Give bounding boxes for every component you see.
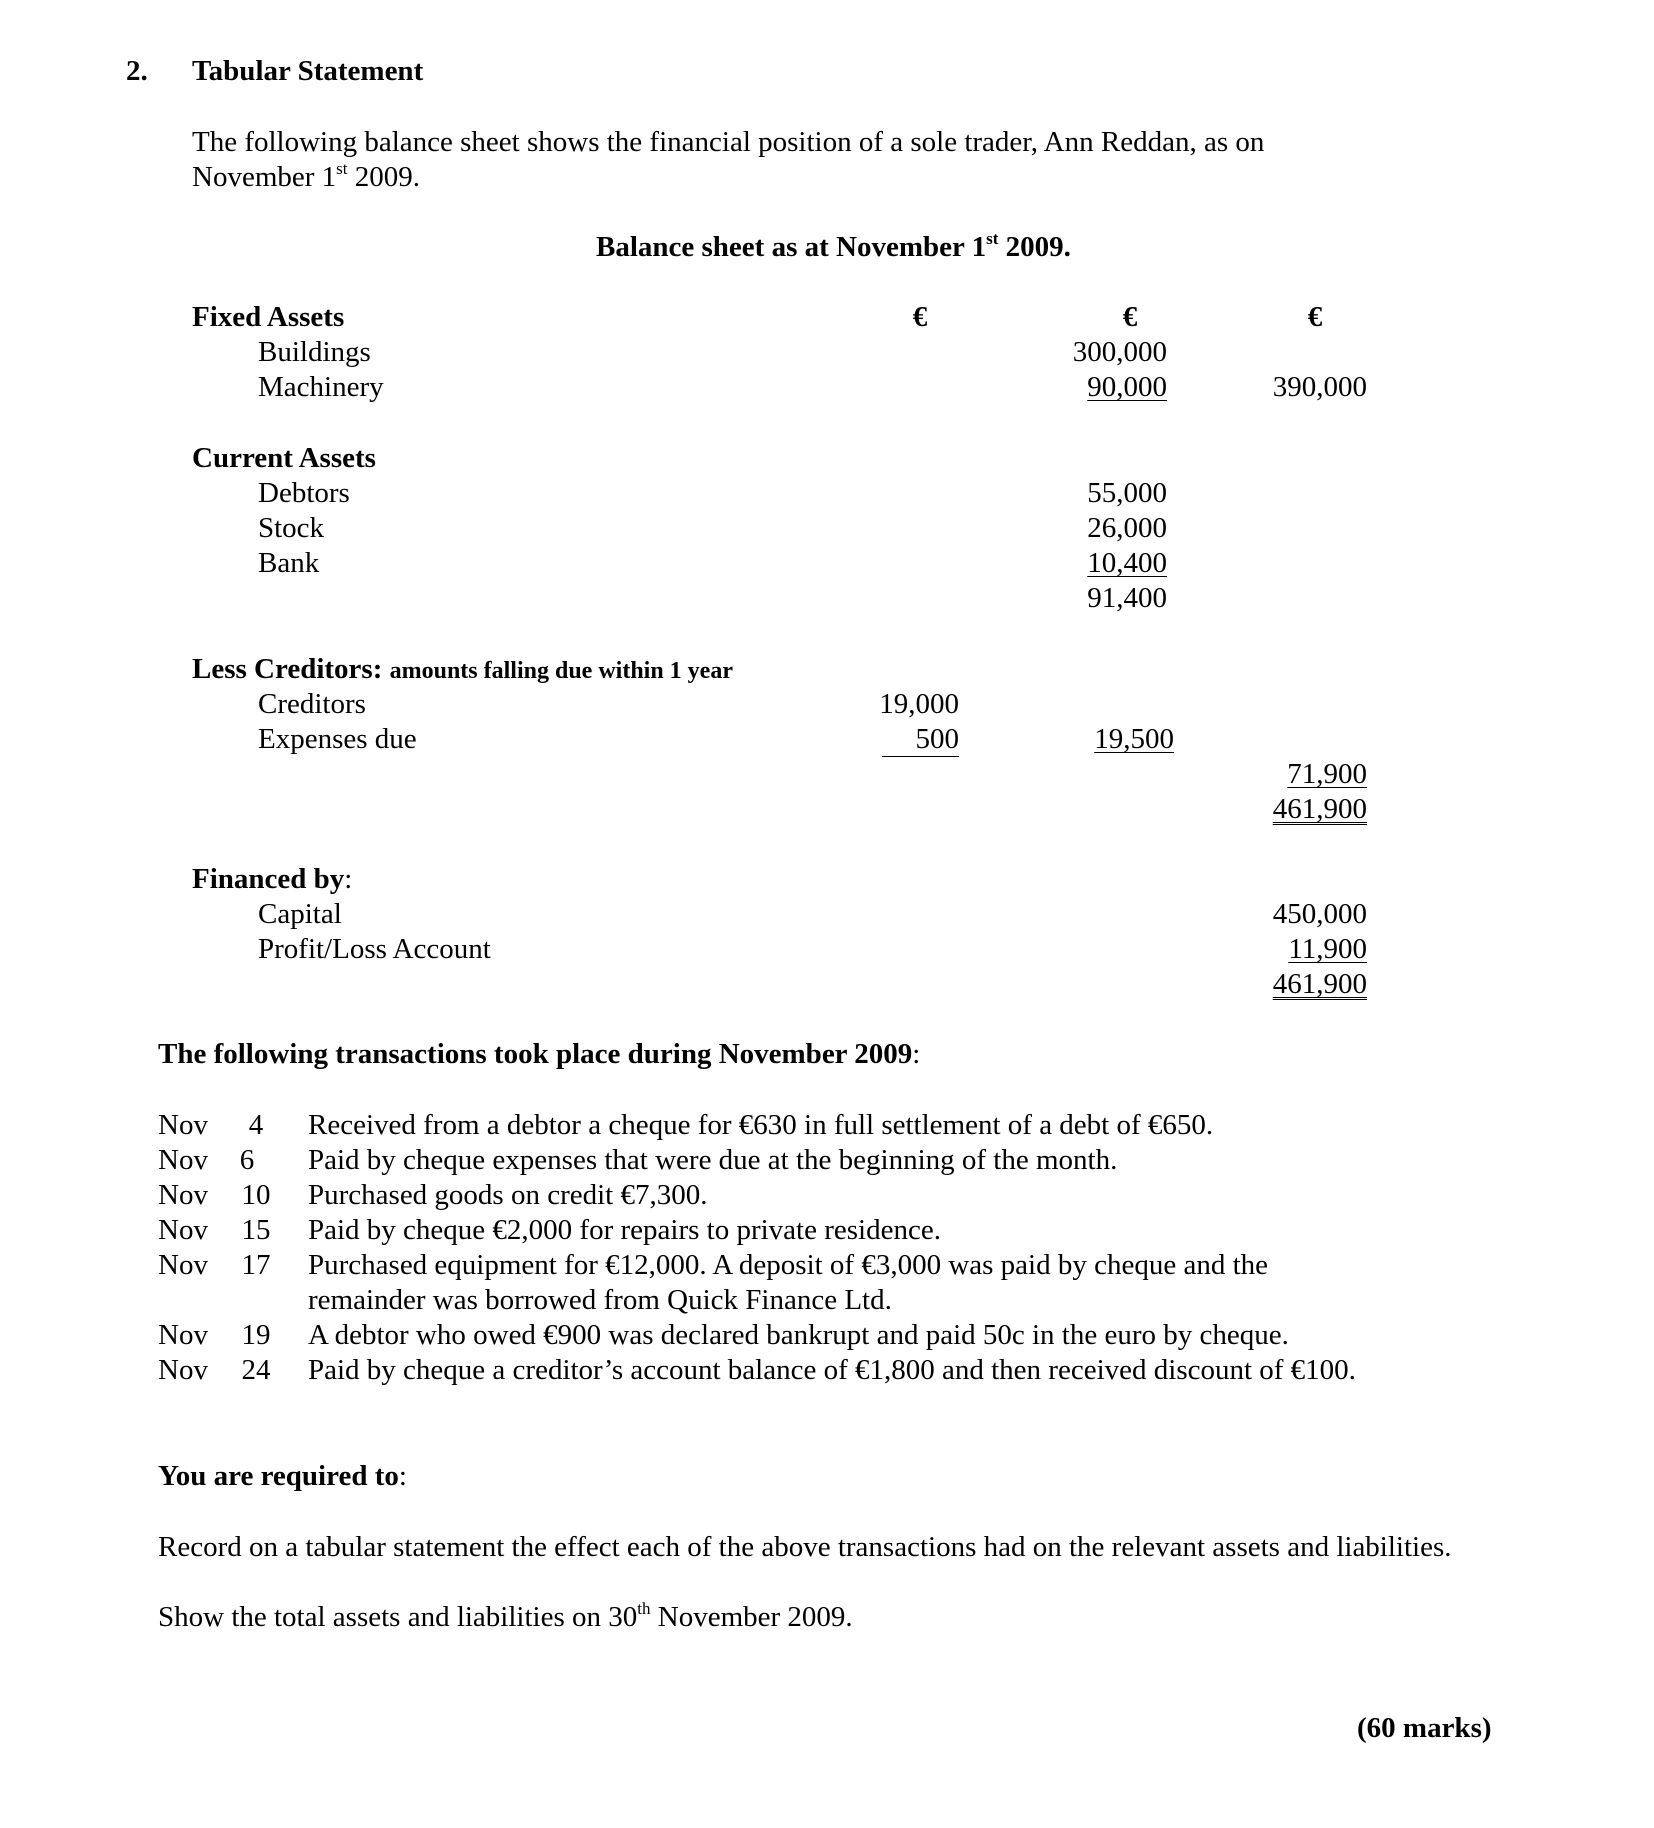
transaction-day: 15 — [241, 1214, 271, 1246]
financed-by-label: Profit/Loss Account — [258, 933, 491, 965]
fixed-asset-label: Machinery — [258, 371, 384, 403]
current-asset-value: 10,400 — [1087, 547, 1167, 579]
creditor-label: Creditors — [258, 688, 366, 720]
currency-header-col3: € — [1307, 301, 1323, 333]
currency-header-col1: € — [912, 301, 928, 333]
question-number: 2. — [126, 55, 148, 87]
intro-line-1: The following balance sheet shows the financial position of a sole trader, Ann Reddan, as on — [192, 126, 1265, 158]
current-asset-label: Debtors — [258, 477, 350, 509]
transaction-month: Nov — [158, 1319, 208, 1351]
creditor-value: 19,000 — [879, 688, 959, 720]
fixed-asset-value: 90,000 — [1087, 371, 1167, 403]
transaction-text: Received from a debtor a cheque for €630 in full settlement of a debt of €650. — [308, 1109, 1214, 1141]
current-asset-value: 26,000 — [1087, 512, 1167, 544]
question-title: Tabular Statement — [192, 55, 424, 87]
transaction-text: Purchased equipment for €12,000. A deposit of €3,000 was paid by cheque and the — [308, 1249, 1269, 1281]
transactions-heading: The following transactions took place during November 2009: — [158, 1038, 921, 1070]
current-asset-value: 55,000 — [1087, 477, 1167, 509]
transaction-month: Nov — [158, 1179, 208, 1211]
fixed-assets-heading: Fixed Assets — [192, 301, 345, 333]
current-asset-label: Bank — [258, 547, 320, 579]
intro-line-2: November 1st 2009. — [192, 159, 420, 193]
current-assets-heading: Current Assets — [192, 442, 376, 474]
creditor-label: Expenses due — [258, 723, 417, 755]
current-asset-label: Stock — [258, 512, 325, 544]
financed-by-label: Capital — [258, 898, 342, 930]
transaction-day: 10 — [241, 1179, 271, 1211]
creditor-underline — [882, 756, 959, 757]
fixed-assets-total: 390,000 — [1272, 371, 1367, 403]
balance-sheet-title: Balance sheet as at November 1st 2009. — [596, 229, 1071, 263]
requirement-line-1: Record on a tabular statement the effect each of the above transactions had on the relevant assets and liabilities. — [158, 1531, 1452, 1563]
marks: (60 marks) — [1357, 1712, 1492, 1744]
transaction-day: 24 — [241, 1354, 271, 1386]
transaction-text-continued: remainder was borrowed from Quick Finance Ltd. — [308, 1284, 892, 1316]
transaction-day: 19 — [241, 1319, 271, 1351]
transaction-text: A debtor who owed €900 was declared bankrupt and paid 50c in the euro by cheque. — [308, 1319, 1289, 1351]
fixed-asset-value: 300,000 — [1072, 336, 1167, 368]
financed-by-total: 461,900 — [1272, 968, 1367, 1000]
creditors-heading: Less Creditors: amounts falling due within 1 year — [192, 653, 733, 685]
transaction-month: Nov — [158, 1354, 208, 1386]
currency-header-col2: € — [1122, 301, 1138, 333]
financed-by-value: 450,000 — [1272, 898, 1367, 930]
current-assets-total: 91,400 — [1087, 582, 1167, 614]
transaction-text: Paid by cheque expenses that were due at the beginning of the month. — [308, 1144, 1118, 1176]
transaction-day: 6 — [239, 1144, 255, 1176]
transaction-text: Purchased goods on credit €7,300. — [308, 1179, 708, 1211]
financed-by-heading: Financed by: — [192, 863, 353, 895]
requirement-line-2: Show the total assets and liabilities on 30th November 2009. — [158, 1599, 853, 1633]
transaction-month: Nov — [158, 1249, 208, 1281]
transaction-text: Paid by cheque €2,000 for repairs to private residence. — [308, 1214, 941, 1246]
transaction-day: 4 — [248, 1109, 264, 1141]
working-capital: 71,900 — [1287, 758, 1367, 790]
fixed-asset-label: Buildings — [258, 336, 371, 368]
transaction-month: Nov — [158, 1214, 208, 1246]
transaction-month: Nov — [158, 1144, 208, 1176]
requirements-heading: You are required to: — [158, 1460, 407, 1492]
creditors-total: 19,500 — [1094, 723, 1174, 755]
financed-by-value: 11,900 — [1288, 933, 1367, 965]
transaction-month: Nov — [158, 1109, 208, 1141]
net-assets-total: 461,900 — [1272, 793, 1367, 825]
creditor-value: 500 — [915, 723, 959, 755]
transaction-text: Paid by cheque a creditor’s account balance of €1,800 and then received discount of €100. — [308, 1354, 1356, 1386]
transaction-day: 17 — [241, 1249, 271, 1281]
